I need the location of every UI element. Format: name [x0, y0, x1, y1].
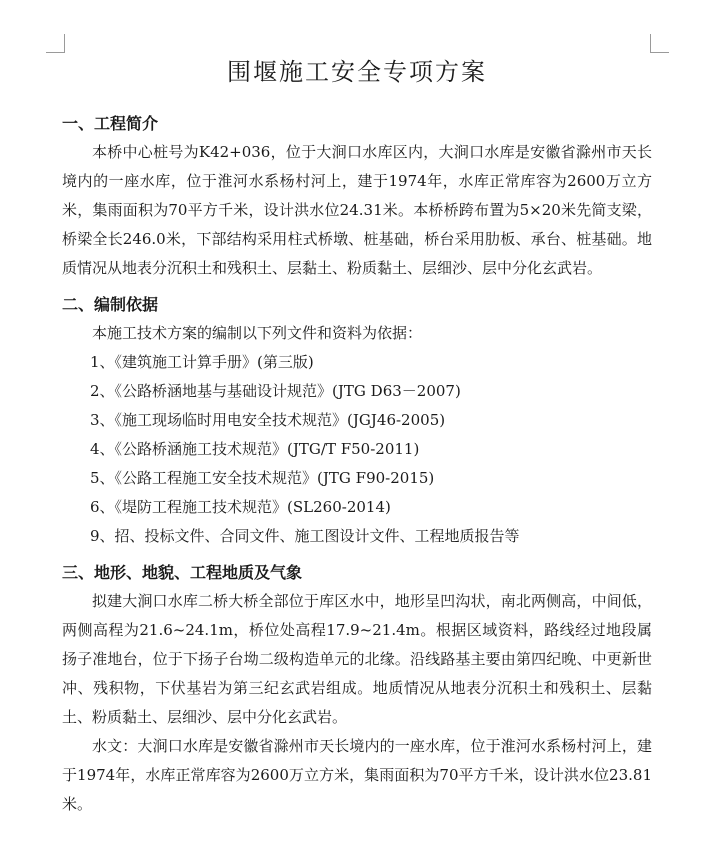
hydrology-paragraph: 水文：大涧口水库是安徽省滁州市天长境内的一座水库，位于淮河水系杨村河上，建于1974年，水库正常库容为2600万立方米，集雨面积为70平方千米，设计洪水位23.81米。 [62, 737, 652, 813]
document-page [62, 52, 652, 819]
terrain-paragraph: 拟建大涧口水库二桥大桥全部位于库区水中，地形呈凹沟状，南北两侧高，中间低，两侧高程为21.6~24.1m，桥位处高程17.9~21.4m。根据区域资料，路线经过地段属扬子准地台，位于下扬子台坳二级构造单元的北缘。沿线路基主要由第四纪晚、中更新世冲、残积物，下伏基岩为第三纪玄武岩组成。地质情况从地表分沉积土和残积土、层黏土、粉质黏土、层细沙、层中分化玄武岩。 [62, 592, 652, 726]
basis-item: 2、《公路桥涵地基与基础设计规范》(JTG D63－2007) [90, 382, 461, 400]
basis-item: 5、《公路工程施工安全技术规范》(JTG F90-2015) [90, 469, 435, 487]
basis-item: 4、《公路桥涵施工技术规范》(JTG/T F50-2011) [90, 440, 420, 458]
document-title: 围堰施工安全专项方案 [227, 58, 487, 86]
section-heading-basis: 二、编制依据 [62, 295, 159, 314]
page-corner-mark-top-right [650, 34, 669, 53]
basis-intro: 本施工技术方案的编制以下列文件和资料为依据： [92, 324, 423, 342]
page-corner-mark-top-left [46, 34, 65, 53]
section-heading-overview: 一、工程简介 [62, 114, 159, 133]
basis-item: 3、《施工现场临时用电安全技术规范》(JGJ46-2005) [90, 411, 446, 429]
overview-paragraph: 本桥中心桩号为K42+036，位于大涧口水库区内，大涧口水库是安徽省滁州市天长境内的一座水库，位于淮河水系杨村河上，建于1974年，水库正常库容为2600万立方米，集雨面积为70平方千米，设计洪水位24.31米。本桥桥跨布置为5×20米先简支梁，桥梁全长246.0米，下部结构采用柱式桥墩、桩基础，桥台采用肋板、承台、桩基础。地质情况从地表分沉积土和残积土、层黏土、粉质黏土、层细沙、层中分化玄武岩。 [62, 143, 652, 277]
basis-item: 9、招、投标文件、合同文件、施工图设计文件、工程地质报告等 [90, 527, 520, 545]
basis-item: 1、《建筑施工计算手册》(第三版) [90, 353, 314, 371]
basis-item: 6、《堤防工程施工技术规范》(SL260-2014) [90, 498, 391, 516]
section-heading-terrain: 三、地形、地貌、工程地质及气象 [62, 563, 303, 582]
